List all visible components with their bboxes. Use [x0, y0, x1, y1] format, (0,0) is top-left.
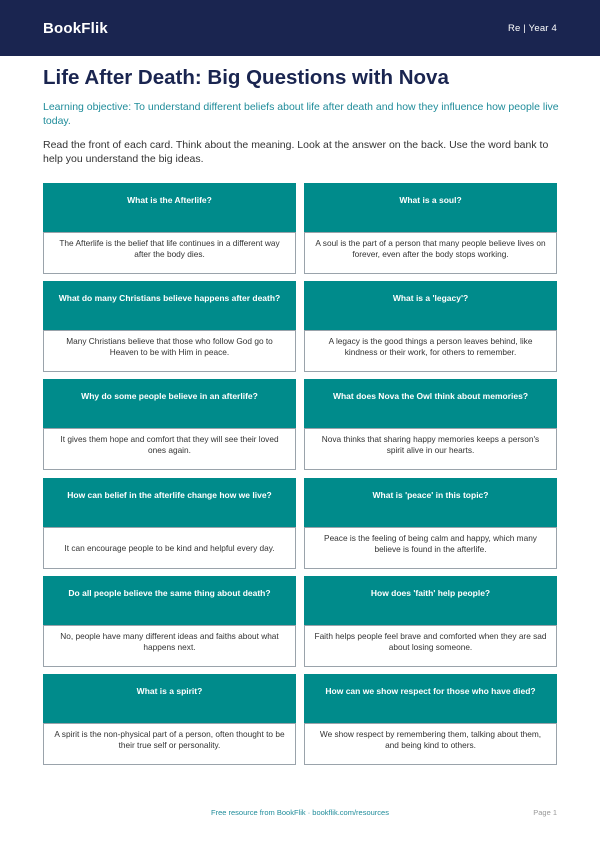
flashcard-back: It gives them hope and comfort that they will see their loved ones again.	[43, 428, 296, 470]
flashcard[interactable]	[304, 281, 557, 372]
learning-objective: Learning objective: To understand different beliefs about life after death and how they influence how people live today.	[43, 101, 559, 127]
flashcard[interactable]	[43, 183, 296, 274]
flashcard-front: What do many Christians believe happens after death?	[43, 281, 296, 330]
flashcard-front: What does Nova the Owl think about memories?	[304, 379, 557, 428]
flashcard-front: What is a spirit?	[43, 674, 296, 723]
flashcard[interactable]	[43, 576, 296, 667]
flashcard-front: How can we show respect for those who have died?	[304, 674, 557, 723]
flashcard[interactable]	[43, 478, 296, 569]
flashcard-back: A soul is the part of a person that many people believe lives on forever, even after the body stops working.	[304, 232, 557, 274]
page-number: Page 1	[533, 808, 557, 817]
flashcard-back: A spirit is the non-physical part of a person, often thought to be their true self or personality.	[43, 723, 296, 765]
flashcard-front: Why do some people believe in an afterlife?	[43, 379, 296, 428]
flashcard-back: Many Christians believe that those who follow God go to Heaven to be with Him in peace.	[43, 330, 296, 372]
page-title: Life After Death: Big Questions with Nova	[43, 66, 449, 89]
instructions: Read the front of each card. Think about the meaning. Look at the answer on the back. Use the word bank to help you understand the big ideas.	[43, 139, 549, 165]
flashcard-back: Peace is the feeling of being calm and happy, which many believe is found in the afterlife.	[304, 527, 557, 569]
flashcard-back: We show respect by remembering them, talking about them, and being kind to others.	[304, 723, 557, 765]
flashcard[interactable]	[304, 379, 557, 470]
header-bar	[0, 0, 600, 56]
flashcard-front: How can belief in the afterlife change how we live?	[43, 478, 296, 527]
flashcard-front: How does 'faith' help people?	[304, 576, 557, 625]
flashcard[interactable]	[304, 183, 557, 274]
flashcard-front: What is a soul?	[304, 183, 557, 232]
flashcard-back: A legacy is the good things a person leaves behind, like kindness or their work, for others to remember.	[304, 330, 557, 372]
flashcard[interactable]	[43, 379, 296, 470]
flashcard[interactable]	[304, 674, 557, 765]
footer-resource-link[interactable]: Free resource from BookFlik · bookflik.com/resources	[211, 808, 389, 817]
flashcard-back: Faith helps people feel brave and comforted when they are sad about losing someone.	[304, 625, 557, 667]
flashcard[interactable]	[43, 281, 296, 372]
brand-logo[interactable]: BookFlik	[43, 19, 108, 37]
flashcard[interactable]	[304, 576, 557, 667]
flashcard[interactable]	[43, 674, 296, 765]
flashcard-back: The Afterlife is the belief that life continues in a different way after the body dies.	[43, 232, 296, 274]
subject-year-label: Re | Year 4	[507, 22, 557, 34]
flashcard-front: What is a 'legacy'?	[304, 281, 557, 330]
flashcard-back: No, people have many different ideas and faiths about what happens next.	[43, 625, 296, 667]
flashcard-front: What is the Afterlife?	[43, 183, 296, 232]
flashcard-back: Nova thinks that sharing happy memories keeps a person's spirit alive in our hearts.	[304, 428, 557, 470]
flashcard[interactable]	[304, 478, 557, 569]
flashcard-front: What is 'peace' in this topic?	[304, 478, 557, 527]
flashcard-front: Do all people believe the same thing about death?	[43, 576, 296, 625]
flashcard-back: It can encourage people to be kind and helpful every day.	[43, 527, 296, 569]
